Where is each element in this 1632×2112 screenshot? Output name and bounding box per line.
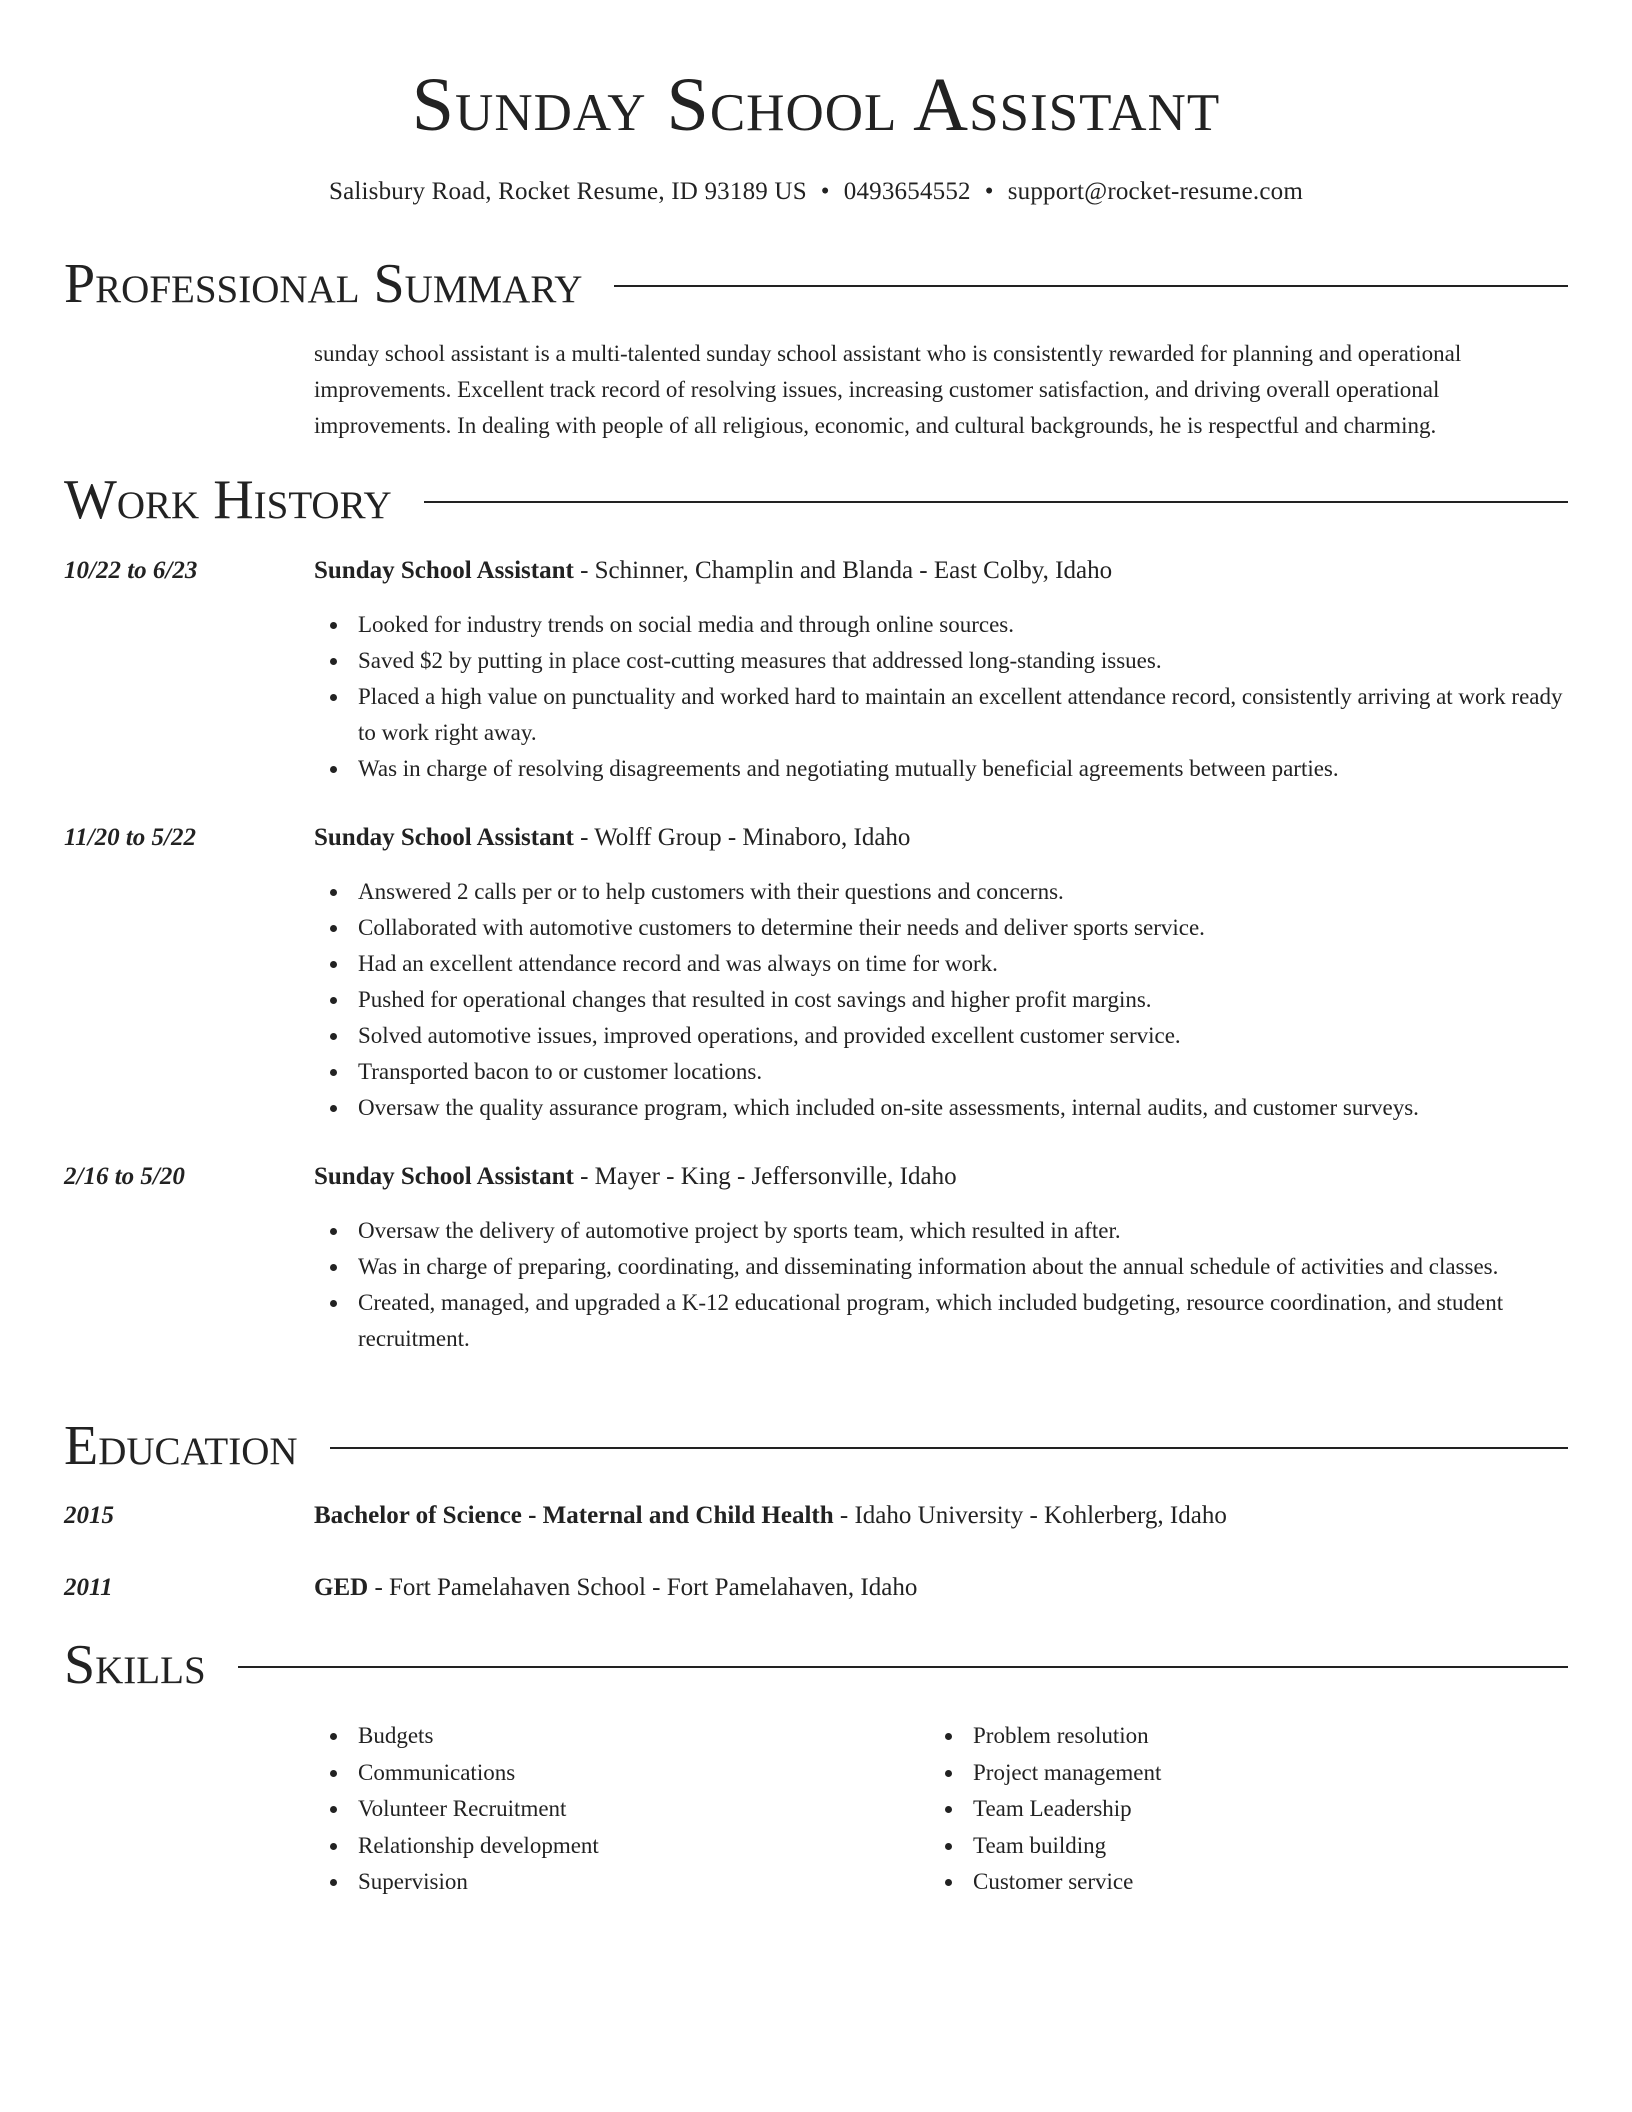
job-employer: - Schinner, Champlin and Blanda - East Colby, Idaho <box>573 557 1113 584</box>
section-divider <box>330 1447 1568 1449</box>
job-employer: - Wolff Group - Minaboro, Idaho <box>573 824 911 851</box>
education-section-header <box>64 1416 1568 1476</box>
job-employer: - Mayer - King - Jeffersonville, Idaho <box>573 1163 957 1190</box>
resume-page <box>64 0 1568 1894</box>
skills-section-header <box>64 1635 1568 1695</box>
job-dates: 2/16 to 5/20 <box>64 1163 185 1190</box>
skill-item: Communications <box>314 1755 924 1792</box>
contact-email: support@rocket-resume.com <box>1007 178 1303 205</box>
job-bullet: Answered 2 calls per or to help customers with their questions and concerns. <box>314 874 1568 910</box>
summary-text: sunday school assistant is a multi-talented sunday school assistant who is consistently rewarded for planning and operational improvements. Excellent track record of resolving issues, increasing customer satisfaction, and driving overall operational improvements. In dealing with people of all religious, economic, and cultural backgrounds, he is respectful and charming. <box>314 341 1462 438</box>
education-heading <box>314 1500 1568 1532</box>
job-bullet: Created, managed, and upgraded a K-12 educational program, which included budgeting, resource coordination, and student recruitment. <box>314 1285 1568 1357</box>
summary-section-header <box>64 254 1568 314</box>
work-section-title: Work History <box>64 469 392 531</box>
section-divider <box>614 285 1568 287</box>
skill-item: Relationship development <box>314 1828 924 1865</box>
job-bullet: Solved automotive issues, improved operations, and provided excellent customer service. <box>314 1018 1568 1054</box>
job-heading <box>314 822 1568 854</box>
contact-separator: • <box>984 178 994 205</box>
job-bullets <box>314 1213 1568 1357</box>
job-title: Sunday School Assistant <box>314 1163 574 1190</box>
job-bullet: Placed a high value on punctuality and worked hard to maintain an excellent attendance record, consistently arriving at work ready to work right away. <box>314 679 1568 751</box>
contact-address: Salisbury Road, Rocket Resume, ID 93189 US <box>328 178 807 205</box>
summary-section-title: Professional Summary <box>64 253 583 315</box>
job-title: Sunday School Assistant <box>314 557 574 584</box>
section-divider <box>238 1666 1568 1668</box>
education-degree: Bachelor of Science - Maternal and Child Health <box>314 1502 834 1529</box>
job-bullet: Was in charge of preparing, coordinating, and disseminating information about the annual schedule of activities and classes. <box>314 1249 1568 1285</box>
skills-list-left <box>314 1718 924 1901</box>
work-section-header <box>64 470 1568 530</box>
skills-section-title: Skills <box>64 1634 206 1696</box>
skill-item: Problem resolution <box>929 1718 1568 1755</box>
skill-item: Budgets <box>314 1718 924 1755</box>
job-bullet: Oversaw the delivery of automotive project by sports team, which resulted in after. <box>314 1213 1568 1249</box>
education-school: - Fort Pamelahaven School - Fort Pamelahaven, Idaho <box>368 1574 918 1601</box>
education-year: 2011 <box>64 1574 113 1601</box>
skill-item: Team building <box>929 1828 1568 1865</box>
job-bullet: Saved $2 by putting in place cost-cutting measures that addressed long-standing issues. <box>314 643 1568 679</box>
skill-item: Project management <box>929 1755 1568 1792</box>
job-title: Sunday School Assistant <box>314 824 574 851</box>
job-bullets <box>314 874 1568 1126</box>
skill-item: Team Leadership <box>929 1791 1568 1828</box>
job-bullet: Transported bacon to or customer locations. <box>314 1054 1568 1090</box>
job-dates: 10/22 to 6/23 <box>64 557 198 584</box>
contact-line <box>64 176 1568 208</box>
job-bullet: Looked for industry trends on social media and through online sources. <box>314 607 1568 643</box>
education-heading <box>314 1572 1568 1604</box>
section-divider <box>424 501 1568 503</box>
job-bullet: Oversaw the quality assurance program, which included on-site assessments, internal audits, and customer surveys. <box>314 1090 1568 1126</box>
job-heading <box>314 555 1568 587</box>
contact-separator: • <box>820 178 830 205</box>
skill-item: Supervision <box>314 1864 924 1901</box>
job-bullet: Pushed for operational changes that resulted in cost savings and higher profit margins. <box>314 982 1568 1018</box>
skill-item: Volunteer Recruitment <box>314 1791 924 1828</box>
contact-phone: 0493654552 <box>843 178 971 205</box>
education-school: - Idaho University - Kohlerberg, Idaho <box>833 1502 1227 1529</box>
skills-list-right <box>929 1718 1568 1901</box>
skill-item: Customer service <box>929 1864 1568 1901</box>
job-bullet: Collaborated with automotive customers to determine their needs and deliver sports service. <box>314 910 1568 946</box>
job-bullet: Had an excellent attendance record and was always on time for work. <box>314 946 1568 982</box>
job-heading <box>314 1161 1568 1193</box>
education-degree: GED <box>314 1574 369 1601</box>
education-section-title: Education <box>64 1415 298 1477</box>
job-dates: 11/20 to 5/22 <box>64 824 196 851</box>
resume-name: Sunday School Assistant <box>411 63 1221 147</box>
job-bullet: Was in charge of resolving disagreements and negotiating mutually beneficial agreements between parties. <box>314 751 1568 787</box>
job-bullets <box>314 607 1568 787</box>
education-year: 2015 <box>64 1502 114 1529</box>
